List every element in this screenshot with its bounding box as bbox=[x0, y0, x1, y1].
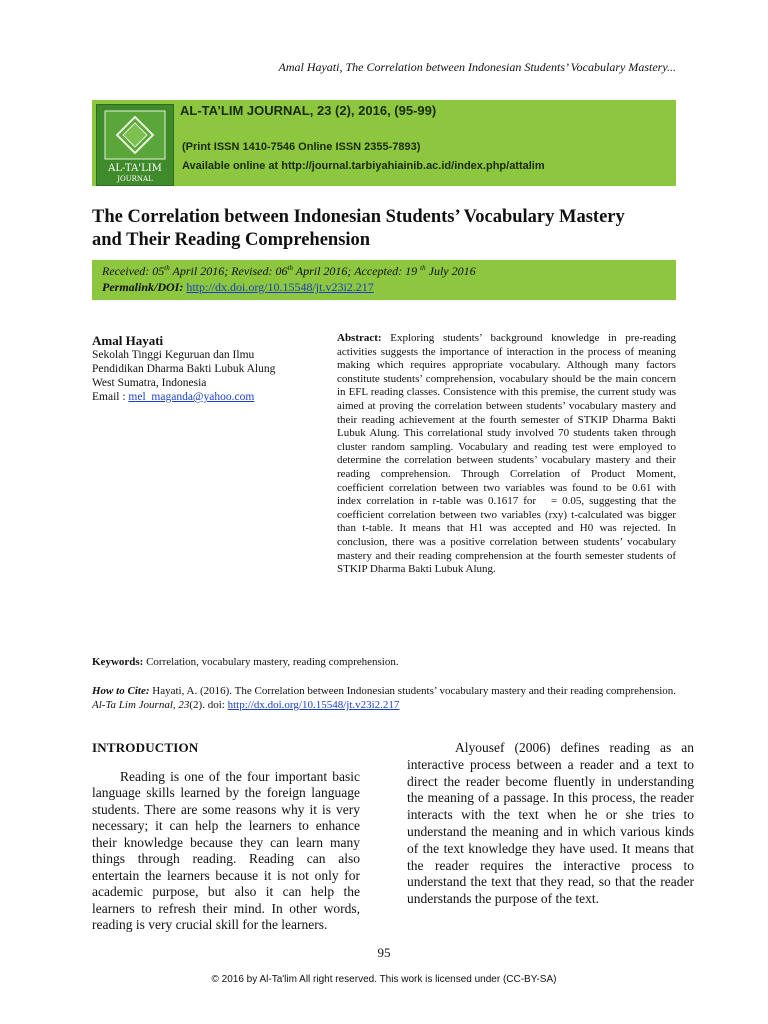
intro-paragraph-right: Alyousef (2006) defines reading as an interactive process between a reader and a text to direct the reader become fluently in understanding the meaning of a passage. In this process, the reader interacts with the text when he or she tries to understand the meaning and in which various kinds of the text knowledge they have used. It means that the reader requires the interactive process to understand the text that they read, so that the reader understands the purpose of the text. bbox=[407, 740, 694, 907]
author-affiliation: Sekolah Tinggi Keguruan dan Ilmu Pendidikan Dharma Bakti Lubuk Alung West Sumatra, Indonesia Email : mel_maganda@yahoo.com bbox=[92, 349, 276, 403]
intro-left-column bbox=[92, 740, 360, 934]
submission-dates: Received: 05th April 2016; Revised: 06th April 2016; Accepted: 19 $^{th}$ July 2016 bbox=[102, 264, 476, 278]
abstract: Abstract: Exploring students’ background knowledge in pre-reading activities suggests the importance of interaction in the process of meaning making which requires appropriate vocabulary. Although many factors constitute students’ comprehension, vocabulary should be the main concern in EFL reading classes. Consistence with this premise, the current study was aimed at proving the correlation between students’ vocabulary mastery and their reading achievement at the fourth semester of STKIP Dharma Bakti Lubuk Alung. This correlational study involved 70 students taken through cluster random sampling. Vocabulary and reading test were employed to determine the correlation between students’ vocabulary mastery and their reading comprehension. Through Correlation of Product Moment, coefficient correlation between two variables was found to be 0.61 with index correlation in r-table was 0.1617 for = 0.05, suggesting that the coefficient correlation between two variables (rxy) t-calculated was bigger than t-table. It means that H1 was accepted and H0 was rejected. In conclusion, there was a positive correlation between students’ vocabulary mastery and their reading comprehension at the fourth semester students of STKIP Dharma Bakti Lubuk Alung. bbox=[337, 332, 676, 576]
journal-logo bbox=[96, 104, 174, 186]
intro-paragraph: Reading is one of the four important basic language skills learned by the foreign language students. There are some reasons why it is very necessary; it can help the learners to enhance their knowledge because they can learn many things through reading. Reading can also entertain the learners because it is not only for academic purpose, but also it can help the learners to refresh their mind. In other words, reading is very crucial skill for the learners. bbox=[92, 768, 360, 932]
running-header: Amal Hayati, The Correlation between Indonesian Students’ Vocabulary Mastery... bbox=[278, 60, 676, 74]
author-name: Amal Hayati bbox=[92, 333, 164, 348]
intro-right-column bbox=[407, 740, 694, 908]
cite-doi-link[interactable]: http://dx.doi.org/10.15548/jt.v23i2.217 bbox=[227, 699, 400, 711]
how-to-cite: How to Cite: Hayati, A. (2016). The Correlation between Indonesian students’ vocabulary mastery and their reading comprehension. Al-Ta Lim Journal, 23(2). doi: http://dx.doi.org/10.15548/jt.v23i2.217 bbox=[92, 685, 676, 711]
journal-online-url: Available online at http://journal.tarbiyahiainib.ac.id/index.php/attalim bbox=[182, 160, 545, 172]
logo-text: AL-TA'LIM bbox=[108, 163, 162, 174]
page-number: 95 bbox=[377, 945, 391, 960]
journal-issn: (Print ISSN 1410-7546 Online ISSN 2355-7893) bbox=[182, 141, 421, 153]
paper-title: The Correlation between Indonesian Students’ Vocabulary Mastery and Their Reading Comprehension bbox=[92, 207, 625, 250]
doi-link[interactable]: http://dx.doi.org/10.15548/jt.v23i2.217 bbox=[186, 280, 374, 294]
license-footer: © 2016 by Al-Ta'lim All right reserved. This work is licensed under (CC-BY-SA) bbox=[211, 974, 557, 985]
logo-subtext: JOURNAL bbox=[117, 175, 153, 183]
permalink-doi: Permalink/DOI: http://dx.doi.org/10.15548/jt.v23i2.217 bbox=[102, 280, 374, 294]
section-heading: INTRODUCTION bbox=[92, 740, 199, 755]
email-link[interactable]: mel_maganda@yahoo.com bbox=[128, 391, 255, 403]
journal-name: AL-TA’LIM JOURNAL, 23 (2), 2016, (95-99) bbox=[180, 103, 437, 118]
keywords: Keywords: Correlation, vocabulary mastery, reading comprehension. bbox=[92, 656, 399, 668]
